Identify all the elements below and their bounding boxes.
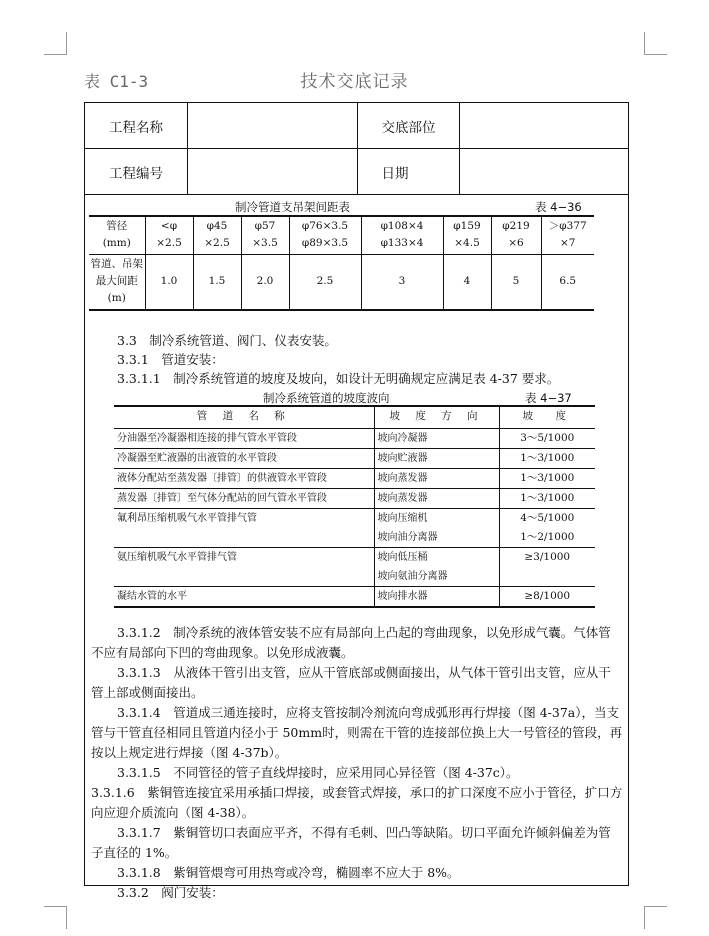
form-title: 技术交底记录 (300, 72, 409, 92)
pipe-name: 凝结水管的水平 (114, 586, 374, 607)
spacing-value: 5 (491, 254, 541, 310)
clause-3-3-1-3: 3.3.1.3 从液体干管引出支管，应从干管底部或侧面接出，从气体干管引出支管，应从干管上部或侧面接出。 (91, 665, 611, 700)
slope-value: 1～3/1000 (499, 448, 595, 468)
project-no-label: 工程编号 (85, 149, 187, 195)
diameter-cell: φ219 ×6 (491, 216, 541, 254)
crop-mark-bottom-right (644, 906, 667, 929)
project-name-label: 工程名称 (85, 103, 187, 149)
pipe-name: 分油器至冷凝器相连接的排气管水平管段 (114, 428, 374, 448)
slope-direction: 坡向排水器 (374, 586, 499, 607)
slope-direction: 坡向贮液器 (374, 448, 499, 468)
diameter-cell: φ108×4 φ133×4 (361, 216, 443, 254)
crop-mark-bottom-left (44, 906, 67, 929)
clause-3-3-1-4: 3.3.1.4 管道成三通连接时，应将支管按制冷剂流向弯成弧形再行焊接（图 4-37a），当支管与干管直径相同且管道内径小于 50mm时，则需在干管的连接部位换上大一号管径的管段，再按以上规定进行焊接（图 4-37b）。 (91, 705, 623, 760)
slope-direction: 坡向低压桶 坡向氨油分离器 (374, 547, 499, 586)
clause-3-3-1-5: 3.3.1.5 不同管径的管子直线焊接时，应采用同心异径管（图 4-37c）。 (117, 765, 519, 780)
slope-direction: 坡向蒸发器 (374, 488, 499, 508)
spacing-value: 4 (443, 254, 491, 310)
spacing-value: 3 (361, 254, 443, 310)
project-no-value[interactable] (187, 149, 357, 195)
slope-value: 1～3/1000 (499, 488, 595, 508)
diameter-cell: φ76×3.5 φ89×3.5 (289, 216, 361, 254)
table-4-37-number: 表 4−37 (525, 391, 572, 405)
pipe-name: 液体分配站至蒸发器〔排管〕的供液管水平管段 (114, 468, 374, 488)
diameter-cell: ＞φ377 ×7 (541, 216, 594, 254)
spacing-value: 2.5 (289, 254, 361, 310)
pipe-name: 氟利昂压缩机吸气水平管排气管 (114, 508, 374, 547)
date-value[interactable] (459, 149, 628, 195)
slope-value: 3～5/1000 (499, 428, 595, 448)
diameter-cell: <φ ×2.5 (145, 216, 193, 254)
pipe-support-spacing-table (89, 215, 594, 311)
diameter-cell: φ159 ×4.5 (443, 216, 491, 254)
date-label: 日期 (357, 149, 459, 195)
section-3-3: 3.3 制冷系统管道、阀门、仪表安装。 (117, 333, 337, 348)
form-code: 表 C1-3 (84, 72, 149, 91)
pipe-name: 冷凝器至贮液器的出液管的水平管段 (114, 448, 374, 468)
clause-3-3-1-8: 3.3.1.8 紫铜管煨弯可用热弯或冷弯，椭圆率不应大于 8%。 (117, 865, 460, 880)
slope-direction: 坡向压缩机 坡向油分离器 (374, 508, 499, 547)
crop-mark-top-left (44, 32, 67, 55)
record-frame (84, 102, 629, 900)
clause-3-3-2: 3.3.2 阀门安装： (117, 885, 224, 900)
project-name-value[interactable] (187, 103, 357, 149)
table-4-36-number: 表 4−36 (535, 200, 582, 214)
slope-direction-head: 坡 度 方 向 (374, 406, 499, 428)
slope-value: 4～5/1000 1～2/1000 (499, 508, 595, 547)
pipe-slope-table (114, 405, 595, 608)
table-4-36-caption: 制冷管道支吊架间距表 (235, 200, 350, 214)
table-4-37-caption: 制冷系统管道的坡度波向 (263, 391, 390, 405)
slope-head: 坡 度 (499, 406, 595, 428)
pipe-diameter-head: 管径 (mm) (89, 216, 145, 254)
clause-3-3-1-2: 3.3.1.2 制冷系统的液体管安装不应有局部向上凸起的弯曲现象，以免形成气囊。气体管不应有局部向下凹的弯曲现象。以免形成液囊。 (91, 625, 611, 660)
clause-3-3-1-7: 3.3.1.7 紫铜管切口表面应平齐，不得有毛刺、凹凸等缺陷。切口平面允许倾斜偏差为管子直径的 1%。 (91, 825, 611, 860)
spacing-value: 1.5 (193, 254, 241, 310)
disclosure-part-value[interactable] (459, 103, 628, 149)
pipe-name: 蒸发器〔排管〕至气体分配站的回气管水平管段 (114, 488, 374, 508)
spacing-value: 6.5 (541, 254, 594, 310)
section-3-3-1-1: 3.3.1.1 制冷系统管道的坡度及坡向，如设计无明确规定应满足表 4-37 要求。 (117, 371, 560, 386)
slope-value: ≥3/1000 (499, 547, 595, 586)
pipe-name: 氨压缩机吸气水平管排气管 (114, 547, 374, 586)
max-spacing-head: 管道、吊架 最大间距 (m) (89, 254, 145, 310)
slope-value: ≥8/1000 (499, 586, 595, 607)
spacing-value: 2.0 (241, 254, 289, 310)
spacing-value: 1.0 (145, 254, 193, 310)
slope-value: 1～3/1000 (499, 468, 595, 488)
slope-direction: 坡向蒸发器 (374, 468, 499, 488)
diameter-cell: φ57 ×3.5 (241, 216, 289, 254)
disclosure-part-label: 交底部位 (357, 103, 459, 149)
pipe-name-head: 管 道 名 称 (114, 406, 374, 428)
section-3-3-1: 3.3.1 管道安装： (117, 352, 224, 367)
clause-3-3-1-6: 3.3.1.6 紫铜管连接宜采用承插口焊接，或套管式焊接，承口的扩口深度不应小于管径，扩口方向应迎介质流向（图 4-38）。 (91, 785, 623, 820)
diameter-cell: φ45 ×2.5 (193, 216, 241, 254)
crop-mark-top-right (644, 32, 667, 55)
slope-direction: 坡向冷凝器 (374, 428, 499, 448)
record-header-table (85, 103, 628, 195)
